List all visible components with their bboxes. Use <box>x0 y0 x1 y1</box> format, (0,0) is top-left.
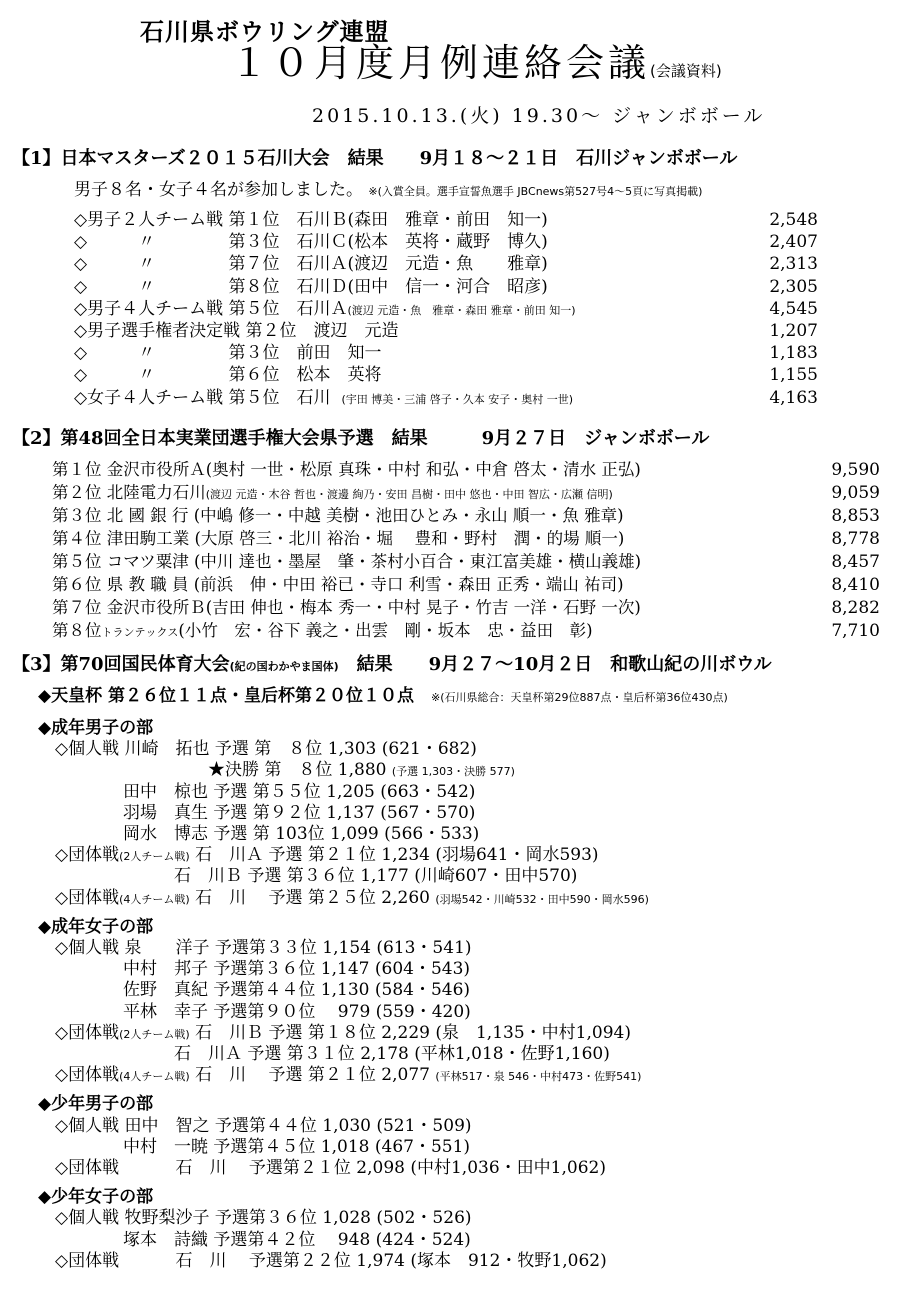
text-segment: (小竹 宏・谷下 義之・出雲 剛・坂本 忠・益田 彰) <box>178 621 593 640</box>
text-segment: ◇団体戦 <box>38 1022 120 1043</box>
result-row <box>38 762 515 779</box>
text-segment: ◇個人戦 田中 智之 予選第４４位 1,030 (521・509) <box>38 1115 472 1136</box>
text-segment: 塚本 詩織 予選第４２位 948 (424・524) <box>38 1229 471 1250</box>
result-row <box>38 868 577 885</box>
text-segment: ◇個人戦 牧野梨沙子 予選第３６位 1,028 (502・526) <box>38 1208 472 1229</box>
score: 4,545 <box>769 298 818 319</box>
result-row <box>38 741 477 758</box>
text-segment: ◇ 〃 第８位 石川Ｄ(田中 信一・河合 昭彦) <box>74 276 548 297</box>
text-segment: 佐野 真紀 予選第４４位 1,130 (584・546) <box>38 980 471 1001</box>
text-segment: (渡辺 元造・木谷 哲也・渡邊 絢乃・安田 昌樹・田中 悠也・中田 智広・広瀬 信明) <box>205 488 613 501</box>
text-segment: (4人チーム戦) <box>119 892 190 906</box>
result-row <box>52 600 641 617</box>
score: 2,407 <box>769 232 818 253</box>
text-segment: ◇男子２人チーム戦 第１位 石川Ｂ(森田 雅章・前田 知一) <box>74 210 548 230</box>
text-segment: 石 川Ｂ 予選 第３６位 1,177 (川崎607・田中570) <box>38 866 578 887</box>
text-segment: ◇団体戦 <box>38 887 120 908</box>
text-segment: トランテックス <box>101 626 179 639</box>
result-row <box>52 531 624 548</box>
score: 1,183 <box>769 343 818 364</box>
result-row <box>38 1001 471 1022</box>
result-row <box>38 1046 610 1063</box>
result-row <box>38 1115 472 1136</box>
text-segment: ★決勝 第 ８位 1,880 <box>38 760 392 781</box>
result-row <box>38 1210 472 1227</box>
text-segment: 第８位 <box>52 621 102 640</box>
result-row <box>52 554 641 571</box>
text-segment: ◇団体戦 石 川 予選第２２位 1,974 (塚本 912・牧野1,062) <box>38 1250 607 1271</box>
text-segment: ◇男子４人チーム戦 第５位 石川Ａ <box>74 298 348 319</box>
category-heading <box>38 916 154 937</box>
result-row <box>38 1136 471 1157</box>
result-row <box>38 940 472 957</box>
text-segment: 第５位 コマツ粟津 (中川 達也・墨屋 肇・茶村小百合・東江富美雄・横山義雄) <box>52 552 642 571</box>
text-segment: 第４位 津田駒工業 (大原 啓三・北川 裕治・堀 豊和・野村 潤・的場 順一) <box>52 529 625 548</box>
text-segment: 石 川Ａ 予選 第３１位 2,178 (平林1,018・佐野1,160) <box>38 1044 610 1064</box>
text-segment: (宇田 博美・三浦 啓子・久本 安子・奥村 一世) <box>330 392 574 406</box>
result-row <box>52 577 624 594</box>
text-segment: (渡辺 元造・魚 雅章・森田 雅章・前田 知一) <box>347 303 576 317</box>
result-row <box>74 345 381 362</box>
result-row <box>38 1229 471 1250</box>
score: 8,410 <box>831 575 880 595</box>
text-segment: ◇団体戦 石 川 予選第２１位 2,098 (中村1,036・田中1,062) <box>38 1158 606 1178</box>
text-segment: 第６位 県 教 職 員 (前浜 伸・中田 裕已・寺口 利雪・森田 正秀・端山 祐司) <box>52 575 624 594</box>
score: 2,313 <box>769 254 818 275</box>
result-row <box>74 387 574 408</box>
result-row <box>74 276 548 297</box>
result-row <box>38 1160 606 1177</box>
result-row <box>38 1022 631 1043</box>
score: 2,548 <box>769 210 818 230</box>
text-segment: ◇個人戦 泉 洋子 予選第３３位 1,154 (613・541) <box>38 938 472 958</box>
meeting-datetime: 2015.10.13.(火) 19.30～ ジャンボボール <box>312 105 766 127</box>
result-row <box>52 508 624 525</box>
text-segment: 第３位 北 國 銀 行 (中嶋 修一・中越 美樹・池田ひとみ・永山 順一・魚 雅章) <box>52 506 624 525</box>
text-segment: 第７位 金沢市役所Ｂ(吉田 伸也・梅本 秀一・中村 晃子・竹吉 一洋・石野 一次) <box>52 598 641 617</box>
text-segment: 石 川 予選 第２５位 2,260 <box>189 887 436 908</box>
organization-name: 石川県ボウリング連盟 <box>140 17 390 46</box>
result-row <box>38 887 649 908</box>
score: 7,710 <box>831 621 880 641</box>
text-segment: ◆少年男子の部 <box>38 1094 154 1115</box>
result-row <box>38 1250 607 1271</box>
section-3-heading: 【3】第70回国民体育大会(紀の国わかやま国体) 結果 9月２７～10月２日 和歌山紀の川ボウル <box>12 654 772 675</box>
text-segment: (羽場542・川崎532・田中590・岡水596) <box>435 892 649 906</box>
result-row <box>74 367 381 384</box>
text-segment: 中村 一暁 予選第４５位 1,018 (467・551) <box>38 1136 471 1157</box>
document-title: １０月度月例連絡会議(会議資料) <box>230 41 722 85</box>
category-heading <box>38 720 153 737</box>
text-segment: (2人チーム戦) <box>119 1027 190 1041</box>
result-row <box>38 826 479 843</box>
text-segment: ◆成年女子の部 <box>38 916 154 937</box>
text-segment: ◇ 〃 第３位 石川Ｃ(松本 英将・蔵野 博久) <box>74 232 548 253</box>
result-row <box>74 323 398 340</box>
result-row <box>52 623 593 640</box>
text-segment: ◆成年男子の部 <box>38 718 154 738</box>
text-segment: 羽場 真生 予選 第９２位 1,137 (567・570) <box>38 802 476 823</box>
text-segment: 石 川Ｂ 予選 第１８位 2,229 (泉 1,135・中村1,094) <box>189 1022 631 1043</box>
result-row <box>52 462 641 479</box>
text-segment: 平林 幸子 予選第９０位 979 (559・420) <box>38 1001 471 1022</box>
section-1-intro: 男子８名・女子４名が参加しました。 ※(入賞全員。選手宣誓魚選手 JBCnews第527号4～5頁に写真掲載) <box>74 180 703 200</box>
text-segment: 田中 椋也 予選 第５５位 1,205 (663・542) <box>38 781 476 802</box>
text-segment: 中村 邦子 予選第３６位 1,147 (604・543) <box>38 959 471 980</box>
result-row <box>38 961 470 978</box>
section-1-heading: 【1】日本マスターズ２０１５石川大会 結果 9月１８～２１日 石川ジャンボボール <box>12 148 738 169</box>
result-row <box>38 1067 641 1084</box>
text-segment: ◇ 〃 第３位 前田 知一 <box>74 343 382 364</box>
section-3-summary: ◆天皇杯 第２６位１１点・皇后杯第２０位１０点 ※(石川県総合：天皇杯第29位887点・皇后杯第36位430点) <box>38 686 728 706</box>
section-2-heading: 【2】第48回全日本実業団選手権大会県予選 結果 9月２７日 ジャンボボール <box>12 428 710 449</box>
score: 8,282 <box>831 598 880 618</box>
score: 4,163 <box>769 387 818 408</box>
text-segment: ◇ 〃 第６位 松本 英将 <box>74 365 382 386</box>
result-row <box>74 234 548 251</box>
title-note: (会議資料) <box>650 62 722 80</box>
score: 1,155 <box>769 365 818 386</box>
text-segment: 第１位 金沢市役所Ａ(奥村 一世・松原 真珠・中村 和弘・中倉 啓太・清水 正弘) <box>52 460 641 479</box>
text-segment: ◇団体戦 <box>38 845 120 866</box>
text-segment: ◇女子４人チーム戦 第５位 石川 <box>74 387 331 408</box>
text-segment: 第２位 北陸電力石川 <box>52 483 206 502</box>
score: 9,059 <box>831 483 880 503</box>
text-segment: (2人チーム戦) <box>119 850 190 864</box>
result-row <box>74 256 548 273</box>
text-segment: (平林517・泉 546・中村473・佐野541) <box>435 1070 642 1084</box>
score: 1,207 <box>769 321 818 341</box>
text-segment: (4人チーム戦) <box>119 1070 190 1084</box>
result-row <box>52 485 613 502</box>
result-row <box>38 781 476 802</box>
result-row <box>38 982 470 999</box>
text-segment: ◆少年女子の部 <box>38 1187 154 1208</box>
score: 9,590 <box>831 460 880 480</box>
score: 8,853 <box>831 506 880 526</box>
score: 8,457 <box>831 552 880 572</box>
category-heading <box>38 1189 153 1206</box>
text-segment: 石 川 予選 第２１位 2,077 <box>189 1065 436 1086</box>
text-segment: 岡水 博志 予選 第 103位 1,099 (566・533) <box>38 824 480 844</box>
text-segment: ◇ 〃 第７位 石川Ａ(渡辺 元造・魚 雅章) <box>74 254 548 275</box>
text-segment: ◇団体戦 <box>38 1065 120 1086</box>
score: 2,305 <box>769 276 818 297</box>
score: 8,778 <box>831 529 880 549</box>
result-row <box>74 298 576 319</box>
category-heading <box>38 1096 153 1113</box>
result-row <box>38 802 476 823</box>
result-row <box>38 847 599 864</box>
text-segment: 石 川Ａ 予選 第２１位 1,234 (羽場641・岡水593) <box>189 845 599 866</box>
result-row <box>74 212 548 229</box>
text-segment: (予選 1,303・決勝 577) <box>391 765 515 779</box>
text-segment: ◇個人戦 川崎 拓也 予選 第 ８位 1,303 (621・682) <box>38 739 477 760</box>
text-segment: ◇男子選手権者決定戦 第２位 渡辺 元造 <box>74 321 399 341</box>
